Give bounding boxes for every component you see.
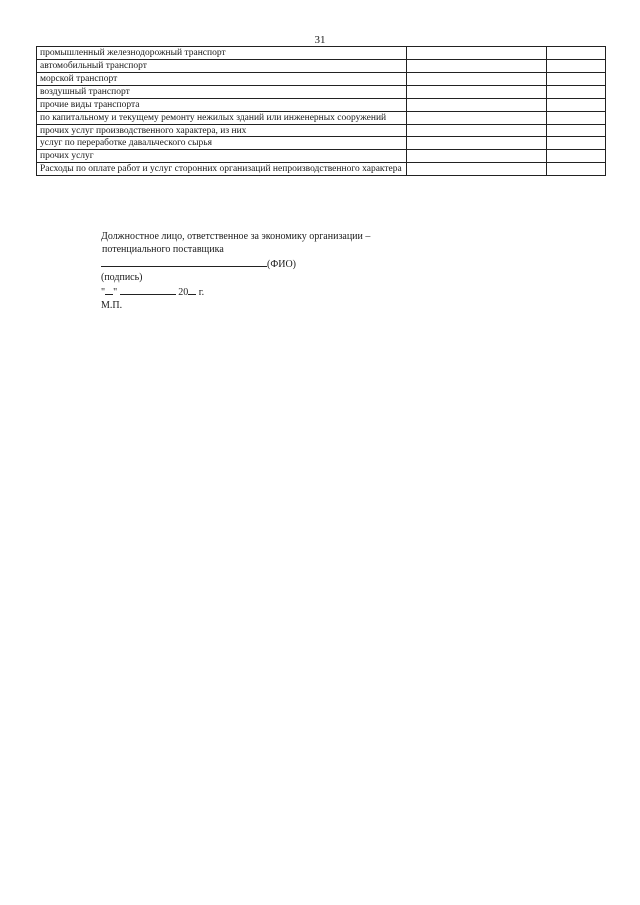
row-value-cell[interactable] (407, 47, 547, 60)
table-row (37, 72, 606, 85)
row-label: прочих услуг производственного характера, из них (37, 124, 407, 137)
row-extra-cell[interactable] (547, 124, 606, 137)
table-row (37, 85, 606, 98)
row-value-cell[interactable] (407, 85, 547, 98)
date-year-suffix: г. (198, 287, 205, 298)
date-line (101, 284, 370, 299)
official-title-line-2: потенциального поставщика (102, 244, 224, 255)
page-number: 31 (314, 34, 326, 46)
row-extra-cell[interactable] (547, 111, 606, 124)
signature-blank[interactable] (101, 256, 267, 267)
date-quote-close: " (113, 287, 118, 298)
row-extra-cell[interactable] (547, 72, 606, 85)
row-value-cell[interactable] (407, 98, 547, 111)
table-row (37, 124, 606, 137)
row-label: прочие виды транспорта (37, 98, 407, 111)
stamp-place-label: М.П. (101, 300, 123, 311)
date-year-prefix: 20 (178, 287, 189, 298)
signature-fio-line (101, 256, 370, 271)
podpis-label: (подпись) (101, 272, 143, 283)
row-label: воздушный транспорт (37, 85, 407, 98)
expenses-table (36, 46, 606, 176)
row-value-cell[interactable] (407, 111, 547, 124)
row-extra-cell[interactable] (547, 137, 606, 150)
date-quote-open: " (101, 287, 106, 298)
row-label: Расходы по оплате работ и услуг сторонних организаций непроизводственного характера (37, 163, 407, 176)
table-row (37, 59, 606, 72)
row-label: морской транспорт (37, 72, 407, 85)
table-row (37, 98, 606, 111)
row-value-cell[interactable] (407, 124, 547, 137)
date-day-blank[interactable] (105, 284, 113, 295)
row-extra-cell[interactable] (547, 150, 606, 163)
row-label: автомобильный транспорт (37, 59, 407, 72)
row-value-cell[interactable] (407, 150, 547, 163)
table-row (37, 111, 606, 124)
table-row (37, 47, 606, 60)
date-year-blank[interactable] (188, 284, 196, 295)
date-month-blank[interactable] (120, 284, 176, 295)
row-extra-cell[interactable] (547, 98, 606, 111)
row-value-cell[interactable] (407, 137, 547, 150)
row-label: услуг по переработке давальческого сырья (37, 137, 407, 150)
official-title-line: Должностное лицо, ответственное за экономику организации – (101, 231, 371, 242)
row-extra-cell[interactable] (547, 163, 606, 176)
table-row (37, 137, 606, 150)
row-label: прочих услуг (37, 150, 407, 163)
table-row (37, 163, 606, 176)
row-extra-cell[interactable] (547, 47, 606, 60)
row-extra-cell[interactable] (547, 59, 606, 72)
table-row (37, 150, 606, 163)
row-extra-cell[interactable] (547, 85, 606, 98)
signature-block (101, 230, 370, 312)
row-value-cell[interactable] (407, 72, 547, 85)
row-value-cell[interactable] (407, 163, 547, 176)
row-label: по капитальному и текущему ремонту нежилых зданий или инженерных сооружений (37, 111, 407, 124)
fio-label: (ФИО) (267, 259, 297, 270)
row-value-cell[interactable] (407, 59, 547, 72)
row-label: промышленный железнодорожный транспорт (37, 47, 407, 60)
